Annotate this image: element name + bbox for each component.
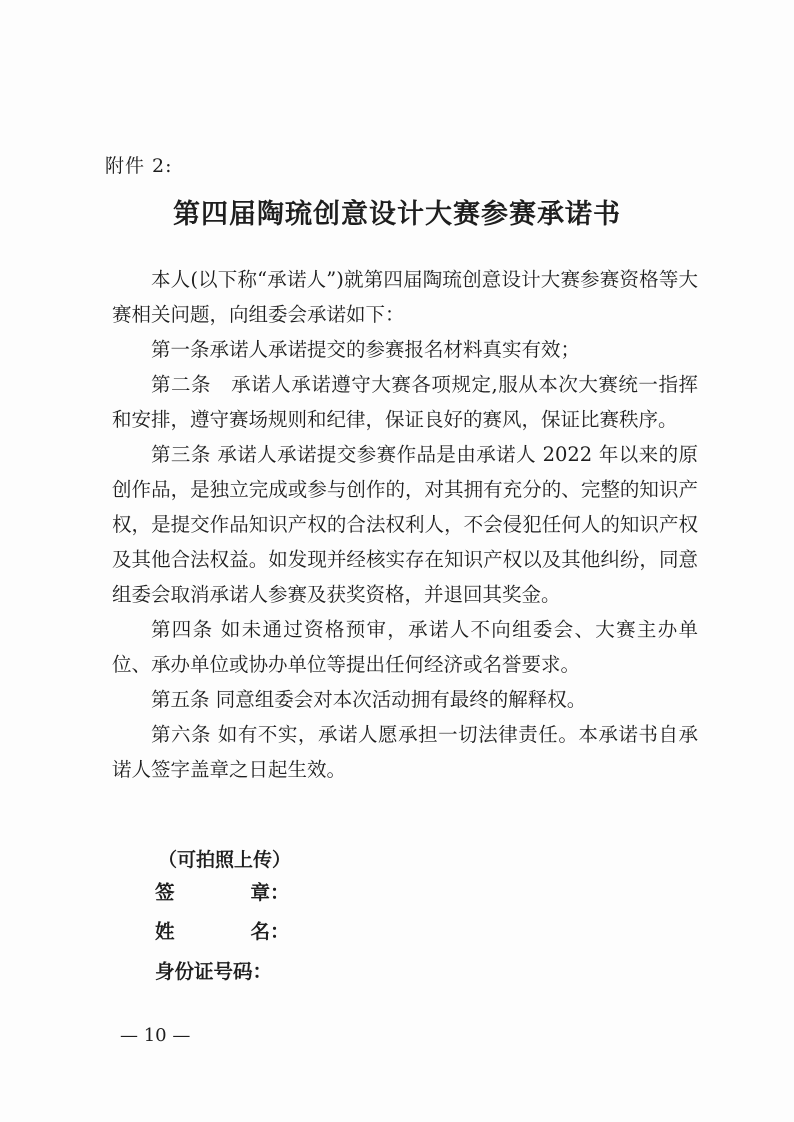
paragraph-article-4: 第四条 如未通过资格预审，承诺人不向组委会、大赛主办单位、承办单位或协办单位等提出任何经济或名誉要求。 — [112, 618, 698, 676]
document-title: 第四届陶琉创意设计大赛参赛承诺书 — [173, 199, 621, 230]
paragraph-article-3: 第三条 承诺人承诺提交参赛作品是由承诺人 2022 年以来的原创作品，是独立完成或参与创作的，对其拥有充分的、完整的知识产权，是提交作品知识产权的合法权利人，不会侵犯任何人的知识产权及其他合法权益。如发现并经核实存在知识产权以及其他纠纷，同意组委会取消承诺人参赛及获奖资格，并退回其奖金。 — [112, 443, 698, 606]
signature-seal-line — [155, 877, 290, 905]
paragraph-article-1: 第一条承诺人承诺提交的参赛报名材料真实有效； — [151, 338, 581, 361]
name-label: 姓名 — [155, 920, 270, 943]
paragraph-article-2: 第二条 承诺人承诺遵守大赛各项规定,服从本次大赛统一指挥和安排，遵守赛场规则和纪律，保证良好的赛风，保证比赛秩序。 — [112, 373, 698, 431]
seal-label: 签章 — [155, 881, 270, 904]
seal-colon: ： — [270, 881, 290, 904]
paragraph-article-5: 第五条 同意组委会对本次活动拥有最终的解释权。 — [151, 688, 587, 711]
paragraph-article-6: 第六条 如有不实，承诺人愿承担一切法律责任。本承诺书自承诺人签字盖章之日起生效。 — [112, 723, 698, 781]
paragraph-intro: 本人(以下称“承诺人”)就第四届陶琉创意设计大赛参赛资格等大赛相关问题，向组委会承诺如下： — [112, 268, 698, 326]
id-label: 身份证号码 — [155, 960, 253, 983]
id-colon: ： — [252, 960, 273, 983]
page-number: — 10 — — [120, 1025, 191, 1046]
upload-note: （可拍照上传） — [158, 849, 292, 871]
signature-id-line — [155, 956, 272, 984]
signature-name-line — [155, 916, 290, 944]
commitment-body — [112, 262, 698, 787]
attachment-label: 附件 2: — [105, 155, 173, 177]
name-colon: ： — [270, 920, 290, 943]
